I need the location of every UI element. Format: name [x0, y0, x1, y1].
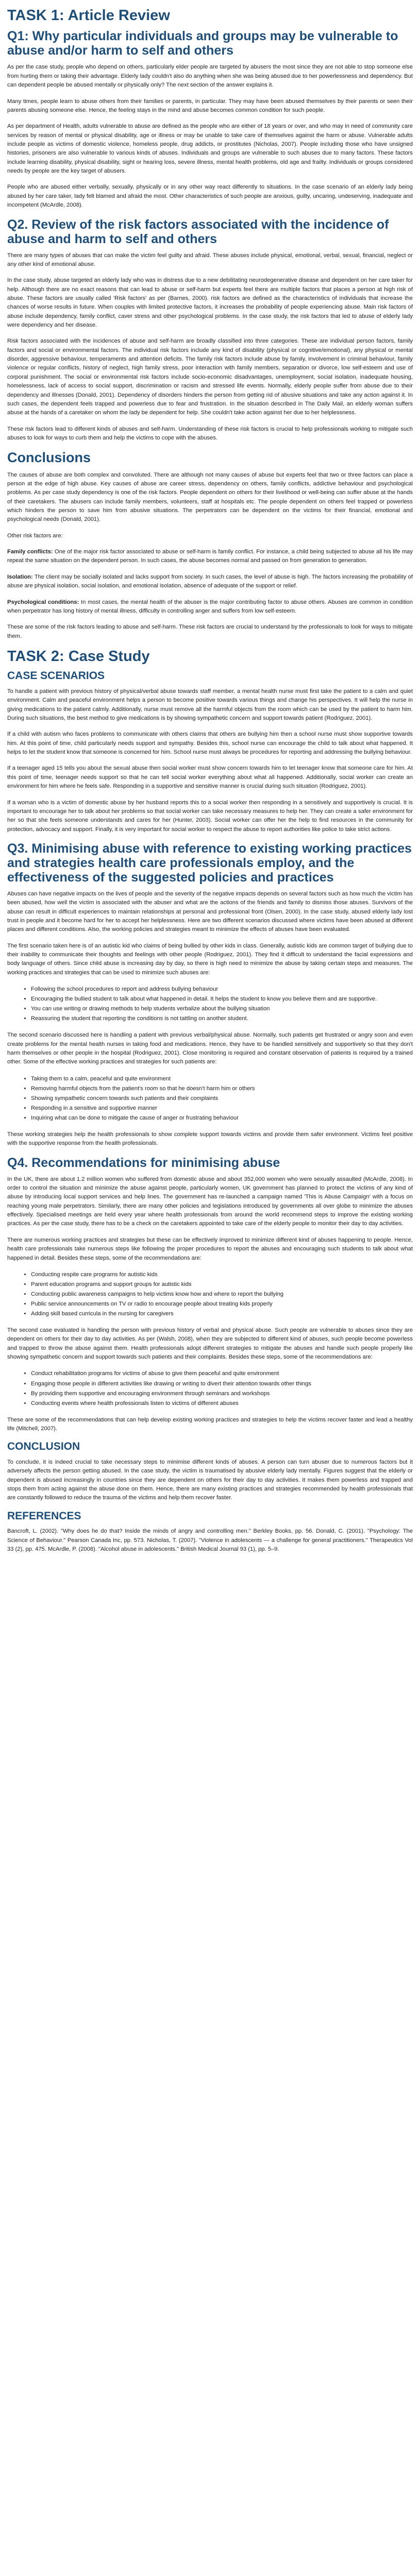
q2-paragraph: Risk factors associated with the incidences of abuse and self-harm are broadly classified into three categories. These are individual person factors, family factors and social or environmental factors. The individual risk factors include any kind of disability (physical or cognitive/emotional), any physical or mental disorder, aggressive behaviour, temperaments and attention deficits. The family risk factors include abuse by family, involvement in criminal behaviour, family violence or regular conflicts, history of neglect, high family stress, poor interaction with family members, separation or divorce, low self-esteem and use of corporal punishment. The social or environmental risk factors include socio-economic disadvantages, unemployment, social isolation, inadequate housing, homelessness, lack of access to social support, discrimination or racism and stressed life events. Normally, elderly people suffer from abuse due to their dependency and illnesses (Donald, 2001). Dependency of disorders hinders the person from getting rid of abusive situations and take any action against it. In such cases, the dependent feels trapped and powerless due to fear and frustration. In the situation described in The Daily Mail, an elderly woman suffers abuse at the hands of a caretaker on whom the lady be dependent for help. She couldn't take action against her due to her helplessness. [7, 338, 413, 416]
case-paragraph: If a woman who is a victim of domestic abuse by her husband reports this to a social worker then responding in a sensitively and supportively is crucial. It is important to encourage her to talk about her problems so that social worker can take necessary measures to help her. They can create a safer environment for her so that she feels someone understands and cares for her (Hunter, 2003). Social worker can offer her the help to find resources in the community for protection, advocacy and support. Finally, it is very important for social worker to respect the abuse to report authorities like police to take strict actions. [7, 799, 413, 833]
section-q3 [7, 841, 413, 1148]
q3-heading: Q3. Minimising abuse with reference to existing working practices and strategies health care professionals employ, and the effectiveness of the suggested policies and practices [7, 841, 412, 885]
references-heading: REFERENCES [7, 1510, 81, 1522]
q4-paragraph: There are numerous working practices and strategies but these can be effectively improved to minimize different kind of abuses happening to people. Hence, health care professionals take numerous steps like following the proper procedures to report the abuses and encouraging such students to talk about what happened in detail. Besides these steps, some of the recommendations are: [7, 1236, 413, 1261]
case-paragraph: If a teenager aged 15 tells you about the sexual abuse then social worker must show concern towards him to let teenager know that someone care for him. At this point of time, teenager needs support so that he can tell social worker everything about what all happened. Additionally, social worker can create an environment for him where he feels safe. Responding in a supportive and sensitive manner is crucial during such situation (Rodriguez, 2001). [7, 765, 413, 790]
list-item: • Parent education programs and support groups for autistic kids [31, 1280, 413, 1290]
isolation-label: Isolation: [7, 573, 33, 580]
q2-paragraph: These risk factors lead to different kinds of abuses and self-harm. Understanding of these risk factors is crucial to help professionals working to mitigate such abuses to look for ways to curb them and help the victims to cope with the abuses. [7, 426, 413, 441]
list-item: • Adding skill based curricula in the nursing for caregivers [31, 1309, 413, 1319]
family-conflicts-text: One of the major risk factor associated to abuse or self-harm is family conflict. For instance, a child being subjected to abuse all his life may repeat the same situation on the dependent person. In such cases, the abuse becomes normal and passed on from generation to generation. [7, 549, 413, 564]
conclusions-paragraph: Other risk factors are: [7, 532, 63, 539]
list-item: • Engaging those people in different activities like drawing or writing to divert their attention towards other things [31, 1379, 413, 1389]
list-item: • Inquiring what can be done to mitigate the cause of anger or frustrating behaviour [31, 1113, 413, 1123]
psychological-text: In most cases, the mental health of the abuser is the major contributing factor to abuse others. Abuses are common in condition when perpetrator has long history of mental illness, difficulty in controlling anger and suffers from low self-esteem. [7, 599, 413, 614]
section-q1 [7, 29, 413, 210]
q2-paragraph: In the case study, abuse targeted an elderly lady who was in distress due to a new debilitating neurodegenerative disease and dependent on her care taker for help. Although there are no exact reasons that can lead to abuse or self-harm but experts feel there are multiple factors that places a person at high risk of abuse. These factors are usually called 'Risk factors' as per (Barnes, 2000). risk factors are defined as the characteristics of individuals that increase the chances of worse results in future. When couples with limited protective factors, it increases the probability of people experiencing abuse. Main risk factors of abuse include dependency, family conflict, caver stress and other psychological problems. In the case study, the risk factors that led to abuse of elderly lady were dependency and her disease. [7, 277, 413, 329]
list-item: • Conducting events where health professionals listen to victims of different abuses [31, 1399, 413, 1409]
q1-paragraph: As per department of Health, adults vulnerable to abuse are defined as the people who are either of 18 years or over, and who may in need of community care services by reason of mental or physical disability, age or illness or may be unable to take care of themselves against the harm or abuse. Vulnerable adults include people as victims of domestic violence, homeless people, drug addicts, or prostitutes (Nicholas, 2007). People including those who have unsigned histories, prisoners are also vulnerable to various kinds of abuses. Individuals and groups are vulnerable to such abuses due to many factors. These factors include learning disability, physical disability, sight or hearing loss, severe illness, mental health problems, old age and frailty. Individuals or groups considered needs by people are the key target of abusers. [7, 123, 413, 175]
q1-paragraph: Many times, people learn to abuse others from their families or parents, in particular. They may have been abused themselves by their parents or seen their parents abusing someone else. Hence, the feeling stays in the mind and abuse becomes common condition for such people. [7, 98, 413, 113]
section-conclusion [7, 1440, 413, 1502]
q3-paragraph: The second scenario discussed here is handling a patient with previous verbal/physical abuse. Normally, such patients get frustrated or angry soon and even create problems for the mental health nurses in taking food and medications. Hence, they have to be handled sensitively and supportively so that they don't harm themselves or other people in the hospital (Rodriguez, 2001). Close monitoring is required and constant observation of patients is required by a trained other. Some of the effective working practices and strategies for such patients are: [7, 1032, 413, 1065]
list-item: • Conduct rehabilitation programs for victims of abuse to give them peaceful and quite environment [31, 1369, 413, 1379]
conclusion-paragraph: To conclude, it is indeed crucial to take necessary steps to minimise different kinds of abuses. A person can turn abuser due to numerous factors but it adversely affects the person getting abused. In the case study, the victim is traumatised by abusive elderly lady mentally. Figures suggest that the elderly or dependent is abused increasingly in countries since they are dependent on others for their day to day activities. It makes them powerless and trapped and stops them from acting against the abuse done on them. Hence, there are many existing practices and strategies recommended by health professionals that are constantly followed to reduce the trauma of the victims and help them recover faster. [7, 1459, 413, 1501]
references-text: Bancroft, L. (2002). "Why does he do that? Inside the minds of angry and controlling men." Berkley Books, pp. 56. Donald, C. (2001). "Psychology: The Science of Behaviour." Pearson Canada Inc, pp. 573. Nicholas, T. (2007). "Violence in adolescents — a challenge for general practitioners." Therapeutics Vol 33 (2), pp. 475. McArdle, P. (2008). "Alcohol abuse in adolescents." British Medical Journal 93 (1), pp. 5–9. [7, 1528, 413, 1552]
case-scenarios-heading: CASE SCENARIOS [7, 670, 105, 682]
list-item: • You can use writing or drawing methods to help students verbalize about the bullying situation [31, 1004, 413, 1014]
list-item: • Public service announcements on TV or radio to encourage people about treating kids properly [31, 1299, 413, 1309]
q4-heading: Q4. Recommendations for minimising abuse [7, 1155, 280, 1170]
q1-heading: Q1: Why particular individuals and groups may be vulnerable to abuse and/or harm to self and others [7, 29, 398, 58]
conclusions-paragraph: The causes of abuse are both complex and convoluted. There are although not many causes of abuse but experts feel that two or three factors can place a person at the edge of high abuse. Key causes of abuse are career stress, dependency on others, family conflicts, addictive behaviour and psychological problems. As per case study dependency is one of the risk factors. People dependent on others for their livelihood or well-being can suffer abuse at the hands of their caretakers. The abusers can include family members, volunteers, staff at hospitals etc. The people dependent on others feel trapped or powerless which hinders the person to save him from abusive situations. The perpetrators can be dependent on the victims for their financial, emotional and psychological needs (Donald, 2001). [7, 471, 413, 523]
conclusion-heading: CONCLUSION [7, 1440, 80, 1453]
q1-paragraph: People who are abused either verbally, sexually, physically or in any other way react differently to situations. In the case scenario of an elderly lady being abused by her care taker, lady felt blamed and afraid the most. Other characteristics of such people are anxious, guilty, uncaring, undeserving, inadequate and incompetent (McArdle, 2008). [7, 184, 413, 209]
conclusions-paragraph: These are some of the risk factors leading to abuse and self-harm. These risk factors are crucial to understand by the professionals to look for ways to mitigate them. [7, 624, 413, 639]
psychological-label: Psychological conditions: [7, 599, 79, 605]
section-conclusions [7, 450, 413, 641]
section-q4 [7, 1156, 413, 1434]
list-item: • Showing sympathetic concern towards such patients and their complaints [31, 1094, 413, 1104]
list-item: • Conducting public awareness campaigns to help victims know how and where to report the bullying [31, 1290, 413, 1299]
task2-title: TASK 2: Case Study [7, 648, 150, 665]
list-item: • Following the school procedures to report and address bullying behaviour [31, 985, 413, 994]
list-item: • Removing harmful objects from the patient's room so that he doesn't harm him or others [31, 1084, 413, 1094]
list-item: • Responding in a sensitive and supportive manner [31, 1104, 413, 1113]
list-item: • Reassuring the student that reporting the conditions is not tattling on another student. [31, 1014, 413, 1024]
task1-title: TASK 1: Article Review [7, 7, 170, 24]
section-case-scenarios [7, 670, 413, 834]
q4-list-victims [7, 1369, 413, 1408]
list-item: • Conducting respite care programs for autistic kids [31, 1270, 413, 1280]
section-q2 [7, 217, 413, 443]
q4-paragraph: The second case evaluated is handling the person with previous history of verbal and physical abuse. Such people are vulnerable to abuses since they are dependent on others for their day to day activities. As per (Walsh, 2008), when they are subjected to different kind of abuses, such people become powerless and trapped to throw the abuse against them. Health professionals adopt different strategies to mitigate the abuses and handle such people properly like showing sympathetic concern and support towards such patients and their complaints. Besides these steps, some of the recommendations are: [7, 1327, 413, 1361]
conclusions-paragraph [7, 548, 413, 566]
family-conflicts-label: Family conflicts: [7, 549, 53, 555]
q4-paragraph: In the UK, there are about 1.2 million women who suffered from domestic abuse and about 352,000 women who were sexually assaulted (McArdle, 2008). In order to control the situation and minimize the abuse against people, particularly women, UK government has planned to protect the victims of any kind of abuse by introducing local support services and help lines. The government has re-launched a campaign named 'This is Abuse Campaign' with a focus on reaching young male perpetrators. Similarly, there are many other policies and legislations introduced by governments all over globe to minimize the abuses effectively. Specialised meetings are held every year where health professionals from around the world recommend steps to improve the existing working practices. As per the case study, there has to be a check on the caretakers appointed to take care of the elderly people to monitor their day to day activities. [7, 1176, 413, 1227]
conclusions-paragraph [7, 598, 413, 616]
q4-list-autism [7, 1270, 413, 1319]
q3-list-patients [7, 1074, 413, 1123]
list-item: • Taking them to a calm, peaceful and quite environment [31, 1074, 413, 1084]
q3-list-bullying [7, 985, 413, 1024]
q4-paragraph: These are some of the recommendations that can help develop existing working practices and strategies to help the victims recover faster and lead a healthy life (Mitchell, 2007). [7, 1416, 413, 1432]
conclusions-paragraph [7, 573, 413, 591]
case-paragraph: To handle a patient with previous history of physical/verbal abuse towards staff member, a mental health nurse must first take the patient to a calm and quiet environment. Calm and peaceful environment helps a person to become positive towards various things and change his perspectives. It will help the nurse in giving medications to the patient calmly. Additionally, nurse must remove all the harmful objects from the room which can be used by the patient to harm him. During such situations, the best method to give medications is by showing sympathetic concern and support towards patient (Rodriguez, 2001). [7, 688, 413, 722]
q3-paragraph: Abuses can have negative impacts on the lives of people and the severity of the negative impacts depends on several factors such as how much the victim has been abused, how well the victim is associated with the abuser and what are the actions of the friends and family to dismiss those abuses. Survivors of the abuse can result in difficult experiences to maintain relationships at personal and professional front (Olsen, 2000). In the case study, abused elderly lady lost trust in people and it become hard for her to accept her helplessness. Here are two different scenarios discussed where victims have been abused at different places and different conditions. Also, the working policies and strategies meant to minimize the effects of abuses have been evaluated. [7, 890, 413, 933]
list-item: • By providing them supportive and encouraging environment through seminars and workshops [31, 1389, 413, 1399]
q3-paragraph: The first scenario taken here is of an autistic kid who claims of being bullied by other kids in class. Generally, autistic kids are common target of bullying due to their inability to communicate their thoughts and feelings with other people (Rodriguez, 2001). They find it difficult to understand the facial expressions and body language of others. Since child abuse is increasing day by day, so there is high need to minimize the abuse by taking certain steps and measures. The working practices and strategies that can be used to minimize such abuses are: [7, 942, 413, 976]
list-item: • Encouraging the bullied student to talk about what happened in detail. It helps the student to know you believe them and are supportive. [31, 994, 413, 1004]
q2-heading: Q2. Review of the risk factors associated with the incidence of abuse and harm to self and others [7, 217, 389, 246]
q3-paragraph: These working strategies help the health professionals to show complete support towards victims and provide them safer environment. Victims feel positive with the supportive response from the health professionals. [7, 1131, 413, 1147]
case-paragraph: If a child with autism who faces problems to communicate with others claims that others are bullying him then a school nurse must show supportive towards him. At this point of time, child particularly needs support and sympathy. Besides this, school nurse can encourage the child to talk about what happened. It helps to let the student know that someone is concerned for him. School nurse must always be procedures for reporting and addressing the bullying behaviour. [7, 731, 413, 756]
section-references [7, 1510, 413, 1554]
q1-paragraph: As per the case study, people who depend on others, particularly elder people are targeted by abusers the most since they are not able to stop someone else from hurting them or taking their advantage. Elderly lady couldn't also do anything when she was being abused due to her powerlessness and dependency. But can dependent people be abused mentally or physically only? The next section of the answer explains it. [7, 64, 413, 89]
conclusions-heading: Conclusions [7, 450, 91, 466]
isolation-text: The client may be socially isolated and lacks support from society. In such cases, the level of abuse is high. The factors increasing the probability of abuse are physical isolation, social isolation, and emotional isolation, absence of adequate of the support or relief. [7, 573, 413, 589]
q2-paragraph: There are many types of abuses that can make the victim feel guilty and afraid. These abuses include physical, emotional, verbal, sexual, financial, neglect or any other kind of emotional abuse. [7, 252, 413, 267]
